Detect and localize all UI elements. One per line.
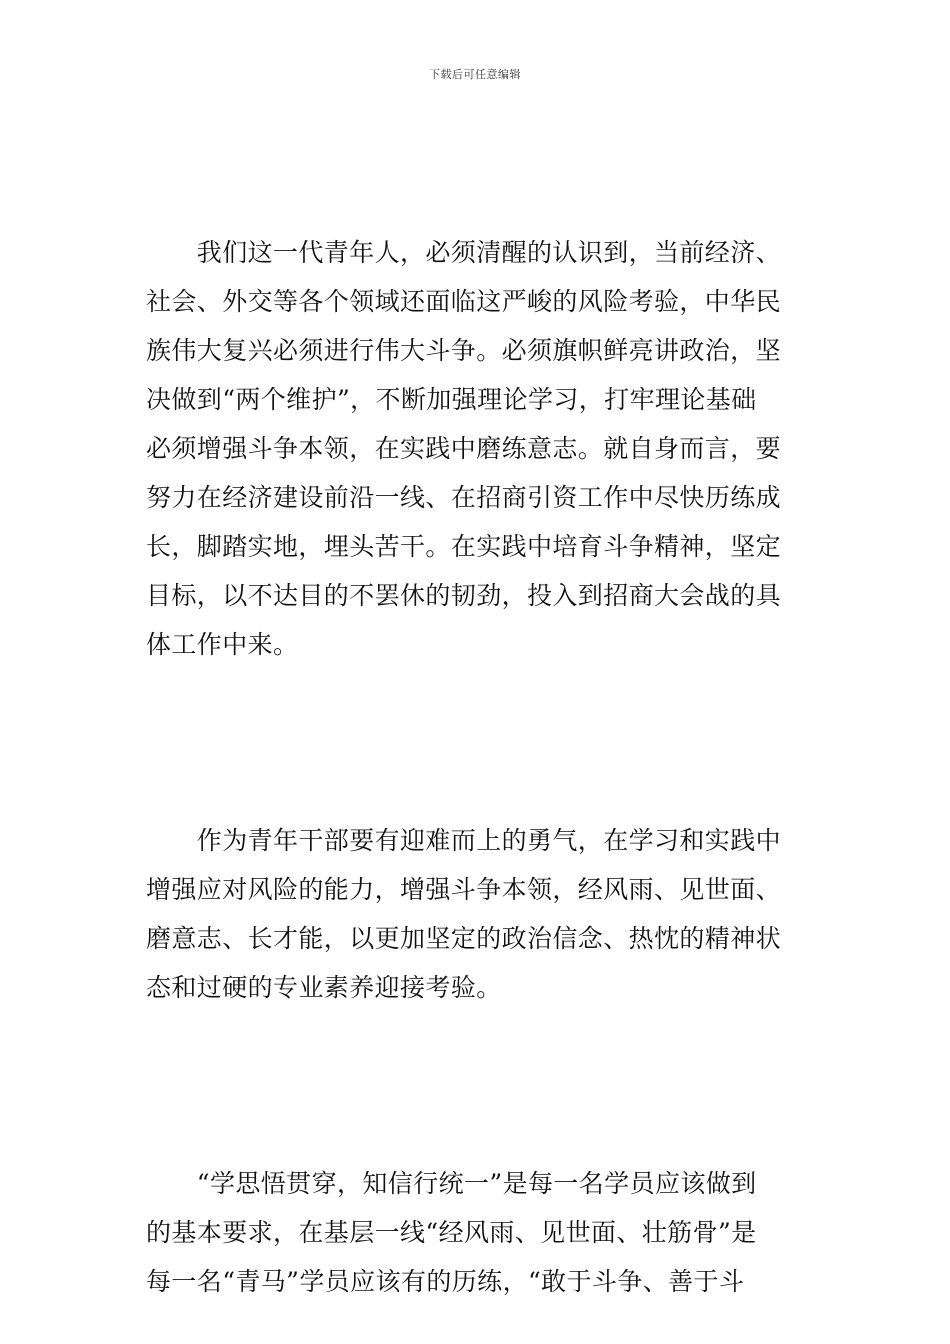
paragraph-line: 的基本要求，在基层一线“经风雨、见世面、壮筋骨”是 <box>146 1218 757 1247</box>
document-body <box>146 228 808 1306</box>
paragraph-line: 努力在经济建设前沿一线、在招商引资工作中尽快历练成 <box>146 483 782 512</box>
paragraph-line: 目标，以不达目的不罢休的韧劲，投入到招商大会战的具 <box>146 581 782 610</box>
page-header-note: 下载后可任意编辑 <box>429 68 521 81</box>
paragraph-line: 每一名“青马”学员应该有的历练，“敢于斗争、善于斗 <box>146 1267 745 1296</box>
paragraph-line: 态和过硬的专业素养迎接考验。 <box>146 973 502 1002</box>
paragraph-line: 体工作中来。 <box>146 630 299 659</box>
paragraph-line: 长，脚踏实地，埋头苦干。在实践中培育斗争精神，坚定 <box>146 532 782 561</box>
paragraph-line: “学思悟贯穿，知信行统一”是每一名学员应该做到 <box>146 1169 757 1198</box>
paragraph-2 <box>146 816 808 1012</box>
paragraph-line: 社会、外交等各个领域还面临这严峻的风险考验，中华民 <box>146 287 782 316</box>
paragraph-3 <box>146 1159 808 1306</box>
paragraph-line: 增强应对风险的能力，增强斗争本领，经风雨、见世面、 <box>146 875 782 904</box>
paragraph-line: 作为青年干部要有迎难而上的勇气，在学习和实践中 <box>146 826 782 855</box>
paragraph-line: 必须增强斗争本领，在实践中磨练意志。就自身而言，要 <box>146 434 782 463</box>
paragraph-1 <box>146 228 808 669</box>
paragraph-line: 决做到“两个维护”，不断加强理论学习，打牢理论基础 <box>146 385 757 414</box>
paragraph-line: 磨意志、长才能，以更加坚定的政治信念、热忱的精神状 <box>146 924 782 953</box>
paragraph-line: 族伟大复兴必须进行伟大斗争。必须旗帜鲜亮讲政治，坚 <box>146 336 782 365</box>
paragraph-line: 我们这一代青年人，必须清醒的认识到，当前经济、 <box>146 238 782 267</box>
